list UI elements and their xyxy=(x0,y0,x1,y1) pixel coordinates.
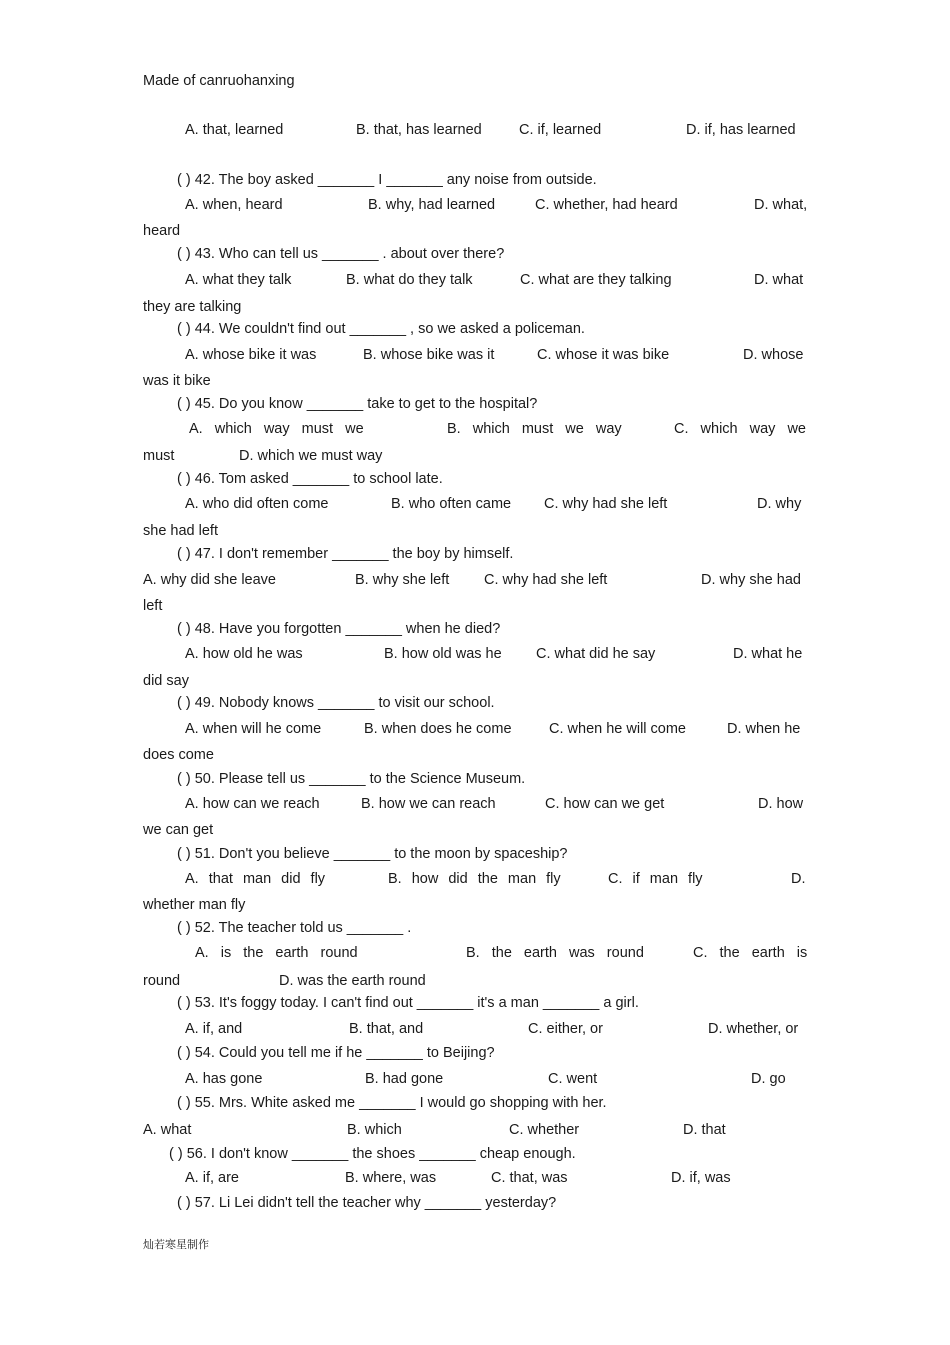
option: C. how can we get xyxy=(545,796,665,812)
option: C. if, learned xyxy=(519,122,602,138)
option: B. how did the man fly xyxy=(388,871,561,887)
option: A. that man did fly xyxy=(185,871,326,887)
option: A. how old he was xyxy=(185,646,303,662)
option: C. what did he say xyxy=(536,646,656,662)
option: C. which way we xyxy=(674,421,806,437)
option: A. is the earth round xyxy=(195,945,358,961)
question-stem: ( ) 57. Li Lei didn't tell the teacher why _______ yesterday? xyxy=(177,1195,557,1211)
option: A. what xyxy=(143,1122,192,1138)
option: B. had gone xyxy=(365,1071,444,1087)
option: C. went xyxy=(548,1071,598,1087)
option: C. whether xyxy=(509,1122,580,1138)
option-wrap: was it bike xyxy=(143,373,211,389)
question-stem: ( ) 53. It's foggy today. I can't find out _______ it's a man _______ a girl. xyxy=(177,995,639,1011)
page-footer: 灿若寒星制作 xyxy=(143,1238,209,1251)
option: D. go xyxy=(751,1071,786,1087)
option: C. when he will come xyxy=(549,721,686,737)
option-wrap: does come xyxy=(143,747,214,763)
option: A. which way must we xyxy=(189,421,364,437)
option: B. how old was he xyxy=(384,646,502,662)
option: B. when does he come xyxy=(364,721,512,737)
option: A. when, heard xyxy=(185,197,283,213)
option: D. whose xyxy=(743,347,804,363)
option: D. xyxy=(791,871,806,887)
option: C. if man fly xyxy=(608,871,703,887)
option: A. why did she leave xyxy=(143,572,276,588)
question-stem: ( ) 54. Could you tell me if he _______ to Beijing? xyxy=(177,1045,495,1061)
option-wrap: round xyxy=(143,973,181,989)
option: B. what do they talk xyxy=(346,272,473,288)
option: D. what, xyxy=(754,197,808,213)
option: C. that, was xyxy=(491,1170,568,1186)
question-stem: ( ) 47. I don't remember _______ the boy by himself. xyxy=(177,546,514,562)
question-stem: ( ) 50. Please tell us _______ to the Science Museum. xyxy=(177,771,526,787)
option: B. whose bike was it xyxy=(363,347,495,363)
option: D. when he xyxy=(727,721,801,737)
option: B. which xyxy=(347,1122,402,1138)
option-wrap: whether man fly xyxy=(143,897,246,913)
option-wrap: left xyxy=(143,598,163,614)
option-wrap: must xyxy=(143,448,175,464)
option-wrap: they are talking xyxy=(143,299,242,315)
question-stem: ( ) 42. The boy asked _______ I _______ any noise from outside. xyxy=(177,172,597,188)
option: A. whose bike it was xyxy=(185,347,317,363)
option: C. why had she left xyxy=(544,496,668,512)
option: D. that xyxy=(683,1122,726,1138)
option: C. either, or xyxy=(528,1021,603,1037)
option: B. that, has learned xyxy=(356,122,482,138)
option: A. that, learned xyxy=(185,122,284,138)
option-wrap: we can get xyxy=(143,822,214,838)
question-stem: ( ) 51. Don't you believe _______ to the moon by spaceship? xyxy=(177,846,568,862)
question-stem: ( ) 55. Mrs. White asked me _______ I would go shopping with her. xyxy=(177,1095,607,1111)
question-stem: ( ) 43. Who can tell us _______ . about over there? xyxy=(177,246,505,262)
option: D. if, was xyxy=(671,1170,731,1186)
option: D. how xyxy=(758,796,804,812)
option: D. which we must way xyxy=(239,448,383,464)
option: B. that, and xyxy=(349,1021,424,1037)
question-stem: ( ) 45. Do you know _______ take to get to the hospital? xyxy=(177,396,538,412)
option: A. who did often come xyxy=(185,496,329,512)
option: A. has gone xyxy=(185,1071,263,1087)
page-header: Made of canruohanxing xyxy=(143,73,295,89)
option: B. why, had learned xyxy=(368,197,496,213)
option: D. why she had xyxy=(701,572,801,588)
option: C. whose it was bike xyxy=(537,347,670,363)
option: B. which must we way xyxy=(447,421,622,437)
question-stem: ( ) 52. The teacher told us _______ . xyxy=(177,920,412,936)
option: C. what are they talking xyxy=(520,272,672,288)
option: C. the earth is xyxy=(693,945,808,961)
question-stem: ( ) 48. Have you forgotten _______ when he died? xyxy=(177,621,501,637)
option: B. where, was xyxy=(345,1170,437,1186)
option: D. why xyxy=(757,496,802,512)
option-wrap: heard xyxy=(143,223,181,239)
option: A. how can we reach xyxy=(185,796,320,812)
option: A. what they talk xyxy=(185,272,292,288)
question-stem: ( ) 46. Tom asked _______ to school late. xyxy=(177,471,443,487)
option: D. what he xyxy=(733,646,803,662)
option: D. what xyxy=(754,272,804,288)
option: D. if, has learned xyxy=(686,122,796,138)
option: C. whether, had heard xyxy=(535,197,678,213)
option: A. when will he come xyxy=(185,721,322,737)
option-wrap: she had left xyxy=(143,523,218,539)
option: A. if, are xyxy=(185,1170,239,1186)
option: B. how we can reach xyxy=(361,796,496,812)
question-stem: ( ) 56. I don't know _______ the shoes _______ cheap enough. xyxy=(169,1146,576,1162)
option-wrap: did say xyxy=(143,673,189,689)
option: B. who often came xyxy=(391,496,512,512)
question-stem: ( ) 44. We couldn't find out _______ , so we asked a policeman. xyxy=(177,321,585,337)
option: B. the earth was round xyxy=(466,945,644,961)
option: C. why had she left xyxy=(484,572,608,588)
option: A. if, and xyxy=(185,1021,243,1037)
option: B. why she left xyxy=(355,572,450,588)
option: D. whether, or xyxy=(708,1021,799,1037)
question-stem: ( ) 49. Nobody knows _______ to visit our school. xyxy=(177,695,495,711)
option: D. was the earth round xyxy=(279,973,426,989)
